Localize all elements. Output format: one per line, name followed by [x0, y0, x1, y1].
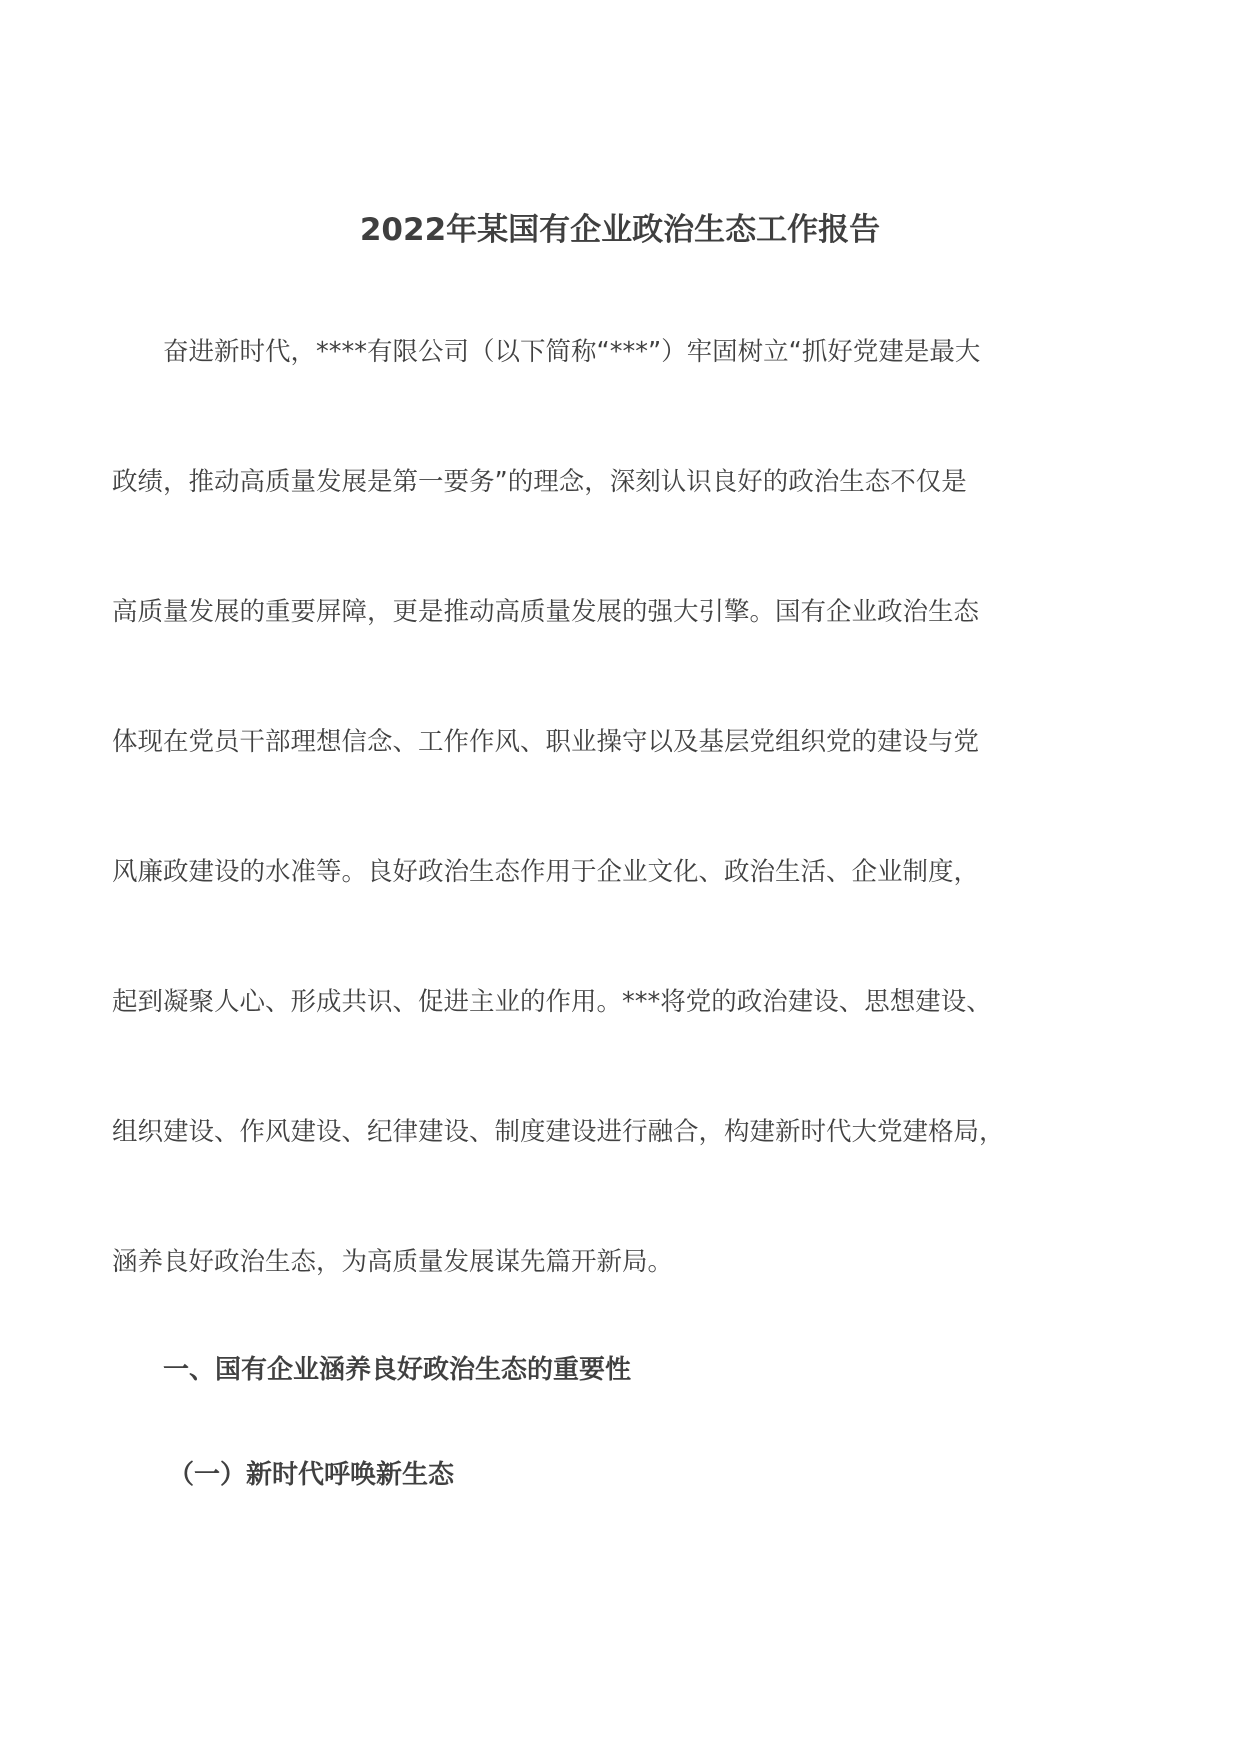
paragraph-line: 涵养良好政治生态，为高质量发展谋先篇开新局。 [112, 1247, 674, 1277]
paragraph-line: 奋进新时代，****有限公司（以下简称“***”）牢固树立“抓好党建是最大 [163, 337, 981, 367]
paragraph-line: 组织建设、作风建设、纪律建设、制度建设进行融合，构建新时代大党建格局， [112, 1117, 1005, 1147]
paragraph-line: 风廉政建设的水准等。良好政治生态作用于企业文化、政治生活、企业制度， [112, 857, 980, 887]
paragraph-line: 体现在党员干部理想信念、工作作风、职业操守以及基层党组织党的建设与党 [112, 727, 980, 757]
paragraph-line: 高质量发展的重要屏障，更是推动高质量发展的强大引擎。国有企业政治生态 [112, 597, 980, 627]
paragraph-line: 政绩，推动高质量发展是第一要务”的理念，深刻认识良好的政治生态不仅是 [112, 467, 967, 497]
section-heading: 一、国有企业涵养良好政治生态的重要性 [163, 1355, 632, 1385]
subsection-heading: （一）新时代呼唤新生态 [168, 1460, 455, 1490]
document-title: 2022年某国有企业政治生态工作报告 [359, 212, 881, 248]
paragraph-line: 起到凝聚人心、形成共识、促进主业的作用。***将党的政治建设、思想建设、 [112, 987, 992, 1017]
